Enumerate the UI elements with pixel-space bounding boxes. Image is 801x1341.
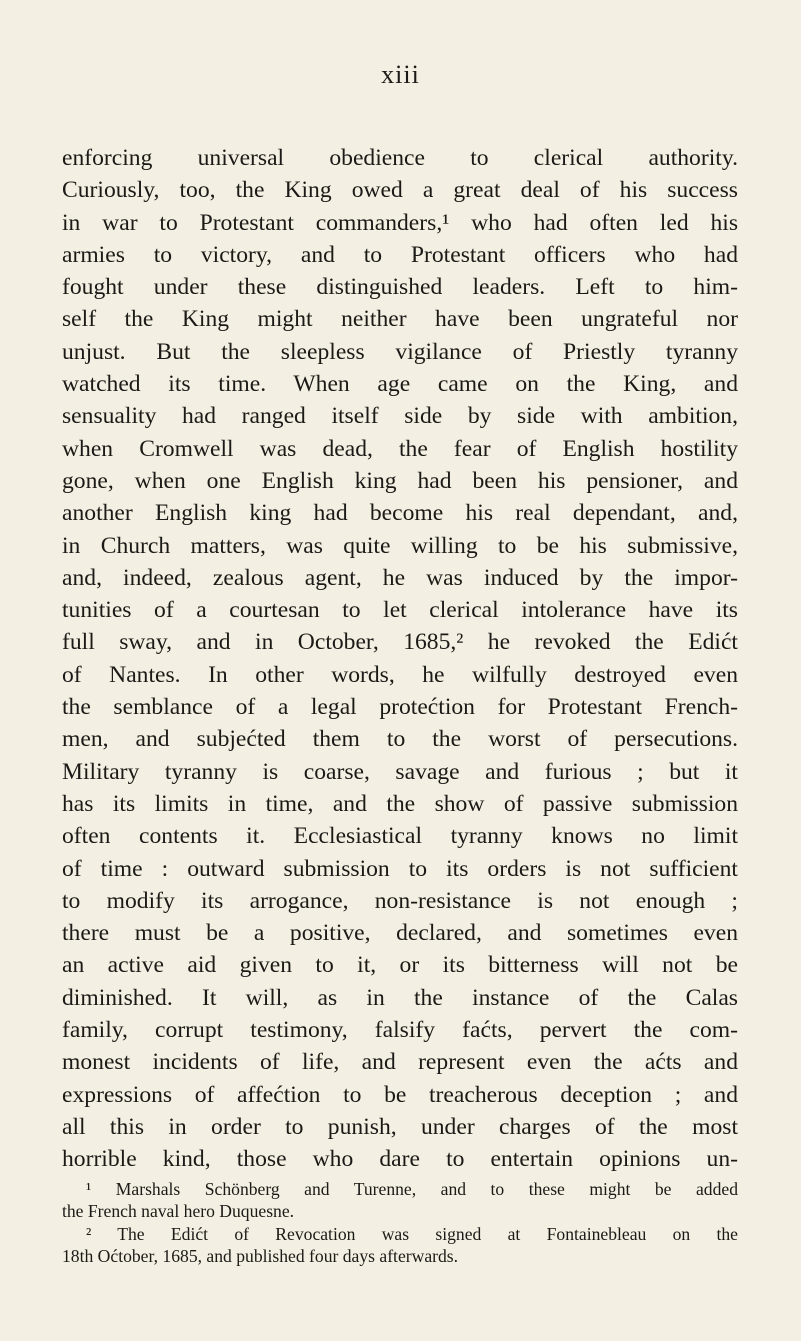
page-number: xiii [381,60,420,89]
body-line: tunities of a courtesan to let clerical intolerance have its [62,597,738,624]
body-line: sensuality had ranged itself side by side with ambition, [62,403,738,430]
body-line: expressions of affećtion to be treacherous deception ; and [62,1081,738,1108]
body-line: and, indeed, zealous agent, he was induced by the impor- [62,564,738,591]
body-line: fought under these distinguished leaders. Left to him- [62,274,738,301]
body-line: men, and subjećted them to the worst of persecutions. [62,726,738,753]
body-line: often contents it. Ecclesiastical tyranny knows no limit [62,823,738,850]
body-line: in Church matters, was quite willing to be his submissive, [62,532,738,559]
body-text [62,142,738,1176]
footnote-2-continued: 18th Oćtober, 1685, and published four days afterwards. [62,1246,459,1267]
footnote-1: ¹ Marshals Schönberg and Turenne, and to these might be added [86,1179,738,1199]
body-line: enforcing universal obedience to clerical authority. [62,145,738,171]
body-line: full sway, and in October, 1685,² he revoked the Edićt [62,629,738,656]
body-line: watched its time. When age came on the King, and [62,371,738,398]
body-line: self the King might neither have been ungrateful nor [62,306,738,333]
body-line: when Cromwell was dead, the fear of English hostility [62,435,738,462]
body-line: gone, when one English king had been his pensioner, and [62,467,738,494]
footnote-2: ² The Edićt of Revocation was signed at Fontainebleau on the [86,1223,738,1244]
body-line: horrible kind, those who dare to entertain opinions un- [62,1146,738,1173]
body-line: Curiously, too, the King owed a great deal of his success [62,177,738,204]
body-line: unjust. But the sleepless vigilance of Priestly tyranny [62,338,738,365]
body-line: Military tyranny is coarse, savage and furious ; but it [62,758,738,785]
body-line: family, corrupt testimony, falsify faćts, pervert the com- [62,1017,738,1044]
body-line: has its limits in time, and the show of passive submission [62,790,738,817]
body-line: diminished. It will, as in the instance of the Calas [62,984,738,1011]
body-line: to modify its arrogance, non-resistance is not enough ; [62,887,738,914]
body-line: all this in order to punish, under charges of the most [62,1113,738,1140]
body-line: of time : outward submission to its orders is not sufficient [62,855,738,882]
footnotes [62,1178,738,1268]
body-line: there must be a positive, declared, and sometimes even [62,920,738,947]
body-line: of Nantes. In other words, he wilfully destroyed even [62,661,738,688]
body-line: in war to Protestant commanders,¹ who had often led his [62,209,738,236]
body-line: monest incidents of life, and represent even the aćts and [62,1049,738,1076]
body-line: armies to victory, and to Protestant officers who had [62,241,738,268]
body-line: an active aid given to it, or its bitterness will not be [62,952,738,979]
footnote-1-continued: the French naval hero Duquesne. [62,1201,295,1222]
body-line: another English king had become his real dependant, and, [62,500,738,527]
body-line: the semblance of a legal protećtion for Protestant French- [62,694,738,721]
